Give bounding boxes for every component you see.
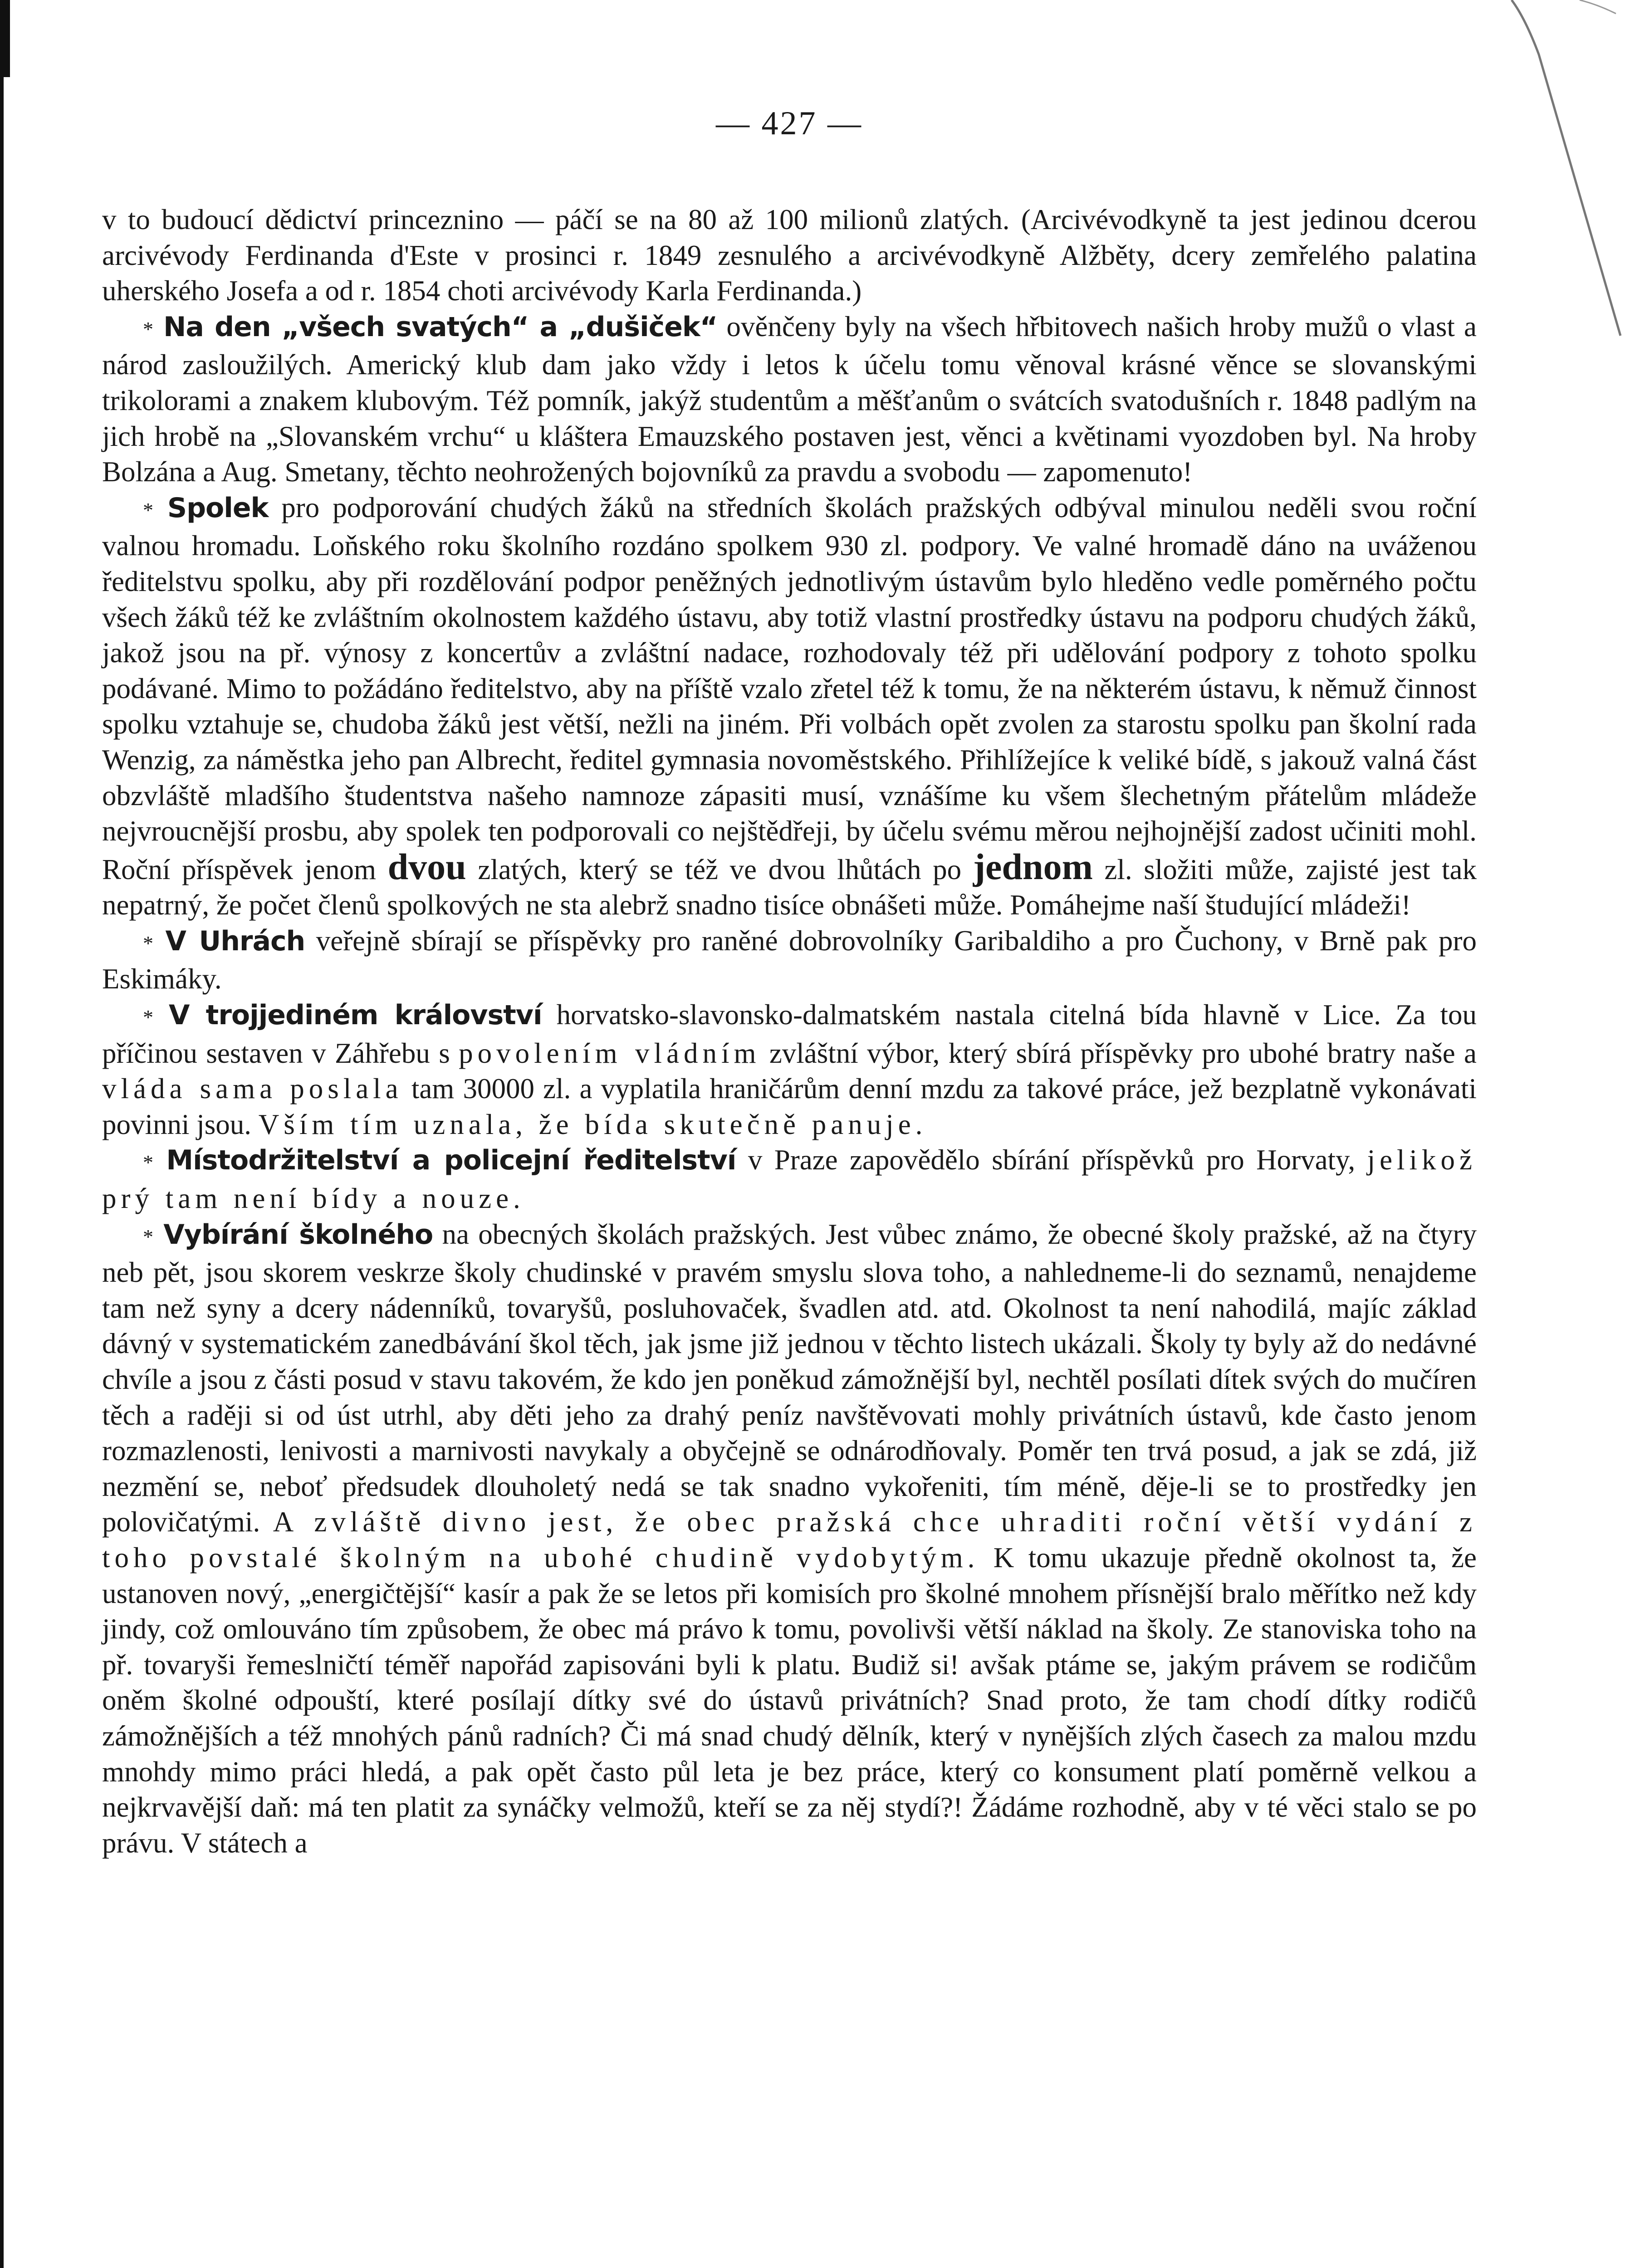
paragraph-heading: Na den „všech svatých“ a „dušiček“	[163, 311, 718, 343]
asterism-icon: *	[143, 498, 154, 522]
paragraph-text: pro podporování chudých žáků na středních školách pražských odbýval minulou neděli svou roční valnou hromadu. Loňského roku školního rozdáno spolkem 930 zl. podpory. Ve valné hromadě dáno na uváženou ředitelstvu spolku, aby při rozdělování podpor peněžných jednotlivým ústavům bylo hleděno vedle poměrného počtu všech žáků též ke zvláštním okolnostem každého ústavu, aby totiž vlastní prostředky ústavu na podporu chudých žáků, jakož jsou na př. výnosy z koncertův a zvláštní nadace, rozhodovaly též při udělování podpory z tohoto spolku podávané. Mimo to požádáno ředitelstvo, aby na příště vzalo zřetel též k tomu, že na některém ústavu, k němuž činnost spolku vztahuje se, chudoba žáků jest větší, nežli na jiném. Při volbách opět zvolen za starostu spolku pan školní rada Wenzig, za náměstka jeho pan Albrecht, ředitel gymnasia novoměstského. Přihlížejíce k veliké bídě, s jakouž valná část obzvláště mladšího študentstva našeho namnoze zápasiti musí, vznášíme ku všem šlechetným přátelům mládeže nejvroucnější prosbu, aby spolek ten podporovali co nejštědřeji, by účelu svému měrou nejhojnější zadost učiniti mohl. Roční příspěvek jenom	[102, 491, 1477, 885]
spaced-text: jelikož prý tam není bídy a nouze.	[102, 1144, 1477, 1215]
page-edge-corner	[0, 0, 10, 77]
asterism-icon: *	[143, 317, 154, 341]
paragraph-text: tam 30000 zl. a vyplatila hraničárům denní mzdu za takové práce, jež bezplatně vykonávati povinni jsou.	[102, 1073, 1477, 1140]
paragraph-archduchess	[102, 202, 1477, 309]
paragraph-trojjedine	[102, 997, 1477, 1142]
paragraph-text: horvatsko-slavonsko-dalmatském nastala citelná bída hlavně v Lice. Za tou příčinou sestaven v Záhřebu s	[102, 999, 1477, 1069]
spaced-text: vláda sama poslala	[102, 1073, 403, 1105]
paragraph-heading: V Uhrách	[165, 925, 305, 957]
paragraph-skolne	[102, 1217, 1477, 1861]
spaced-text: A zvláště divno jest, že obec pražská chce uhraditi roční větší vydání z toho povstalé školným na ubohé chudině vydobytým.	[102, 1506, 1477, 1574]
paragraph-text: K tomu ukazuje předně okolnost ta, že ustanoven nový, „energičtější“ kasír a pak že se letos při komisích pro školné mnohem přísnější bralo měřítko než kdy jindy, což omlouváno tím způsobem, že obec má právo k tomu, povolivši větší náklad na školy. Ze stanoviska toho na př. tovaryši řemeslničtí téměř napořád zapisováni byli k platu. Budiž si! avšak ptáme se, jakým právem se rodičům oněm školné odpouští, které posílají dítky své do ústavů privátních? Snad proto, že tam chodí dítky rodičů zámožnějších a též mnohých pánů radních? Či má snad chudý dělník, který v nynějších zlých časech za malou mzdu mnohdy mimo práci hledá, a pak opět často půl leta je bez práce, který	[102, 1541, 1477, 1788]
paragraph-text: veřejně sbírají se příspěvky pro raněné dobrovolníky Garibaldiho a pro Čuchony, v Brně pak pro Eskimáky.	[102, 924, 1477, 995]
paragraph-text: ověnčeny byly na všech hřbitovech našich hroby mužů o vlast a národ zasloužilých. Americký klub dam jako vždy i letos k účelu tomu věnoval krásné věnce se slovanskými trikolorami a znakem klubovým. Též pomník, jakýž studentům a měšťanům o svátcích svatodušních r. 1848 padlým na jich hrobě na „Slovanském vrchu“ u kláštera Emauzského postaven jest, věnci a květinami vyozdoben byl. Na hroby Bolzána a Aug. Smetany, těchto neohrožených bojovníků za pravdu a svobodu — zapomenuto!	[102, 310, 1477, 488]
paragraph-text: v to budoucí dědictví princeznino — páčí se na 80 až 100 milionů zlatých. (Arcivévodkyně ta jest jedinou dcerou arcivévody Ferdinanda d'Este v prosinci r. 1849 zesnulého a arcivévodkyně Alžběty, dcery zemřelého palatina uherského Josefa a od r. 1854 choti arcivévody Karla Ferdinanda.)	[102, 204, 1477, 307]
emphasis-text: dvou	[387, 846, 466, 887]
paragraph-heading: Vybírání školného	[163, 1218, 433, 1251]
asterism-icon: *	[143, 1151, 154, 1174]
asterism-icon: *	[143, 931, 154, 955]
paragraph-text: zl. složiti může, zajisté jest tak nepatrný, že počet členů spolkových ne sta alebrž snadno tisíce obnášeti může. Pomáhejme naší študující mládeži!	[102, 853, 1477, 921]
paragraph-text: zvláštní výbor, který sbírá příspěvky pro ubohé bratry naše a	[760, 1037, 1477, 1069]
spaced-text: Vším tím uznala, že bída skutečně panuje.	[258, 1108, 927, 1140]
document-page	[102, 104, 1477, 1861]
spaced-text: povolením vládním	[459, 1037, 761, 1069]
page-fold-line	[1507, 0, 1625, 345]
paragraph-heading: Spolek	[167, 492, 269, 524]
paragraph-text: zlatých, který se též ve dvou lhůtách po	[466, 853, 973, 885]
paragraph-heading: Místodržitelství a policejní ředitelství	[166, 1144, 736, 1177]
paragraph-text: na obecných školách pražských. Jest vůbec známo, že obecné školy pražské, až na čtyry neb pět, jsou skorem veskrze školy chudinské v pravém smyslu slova toho, a nahledneme-li do seznamů, nenajdeme tam než syny a dcery nádenníků, tovaryšů, posluhovaček, švadlen atd. atd. Okolnost ta není nahodilá, majíc základ dávný v systematickém zanedbávání škol těch, jak jsme již jednou v těchto listech ukázali. Školy ty byly až do nedávné chvíle a jsou z části posud v stavu takovém, že kdo jen poněkud zámožnější byl, nechtěl posílati dítek svých do mučíren těch a raději si od úst utrhl, aby děti jeho za drahý peníz navštěvovati mohly privátních ústavů, kde často jenom rozmazlenosti, lenivosti a marnivosti navykaly a obyčejně se odnárodňovaly. Poměr ten trvá posud, a jak se zdá, již nezmění se, neboť předsudek dlouholetý nedá se tak snadno vykořeniti, tím méně, děje-li se to prostředky jen polovičatými.	[102, 1218, 1477, 1538]
asterism-icon: *	[143, 1225, 154, 1248]
paragraph-spolek	[102, 490, 1477, 923]
emphasis-text: jednom	[973, 846, 1093, 887]
paragraph-all-saints	[102, 309, 1477, 490]
paragraph-mistodrzitelstvi	[102, 1142, 1477, 1216]
page-edge-shadow	[0, 0, 4, 2268]
paragraph-heading: V trojjediném království	[169, 999, 542, 1031]
paragraph-text: v Praze zapovědělo sbírání příspěvků pro Horvaty,	[736, 1144, 1367, 1176]
paragraph-uhry	[102, 923, 1477, 997]
paragraph-text: co konsument platí poměrně velkou a nejkrvavější daň: má ten platit za synáčky velmožů, kteří se za něj stydí?! Žádáme rozhodně, aby v té věci stalo se po právu. V státech a	[102, 1755, 1477, 1859]
asterism-icon: *	[143, 1006, 154, 1029]
page-number: — 427 —	[716, 105, 863, 142]
